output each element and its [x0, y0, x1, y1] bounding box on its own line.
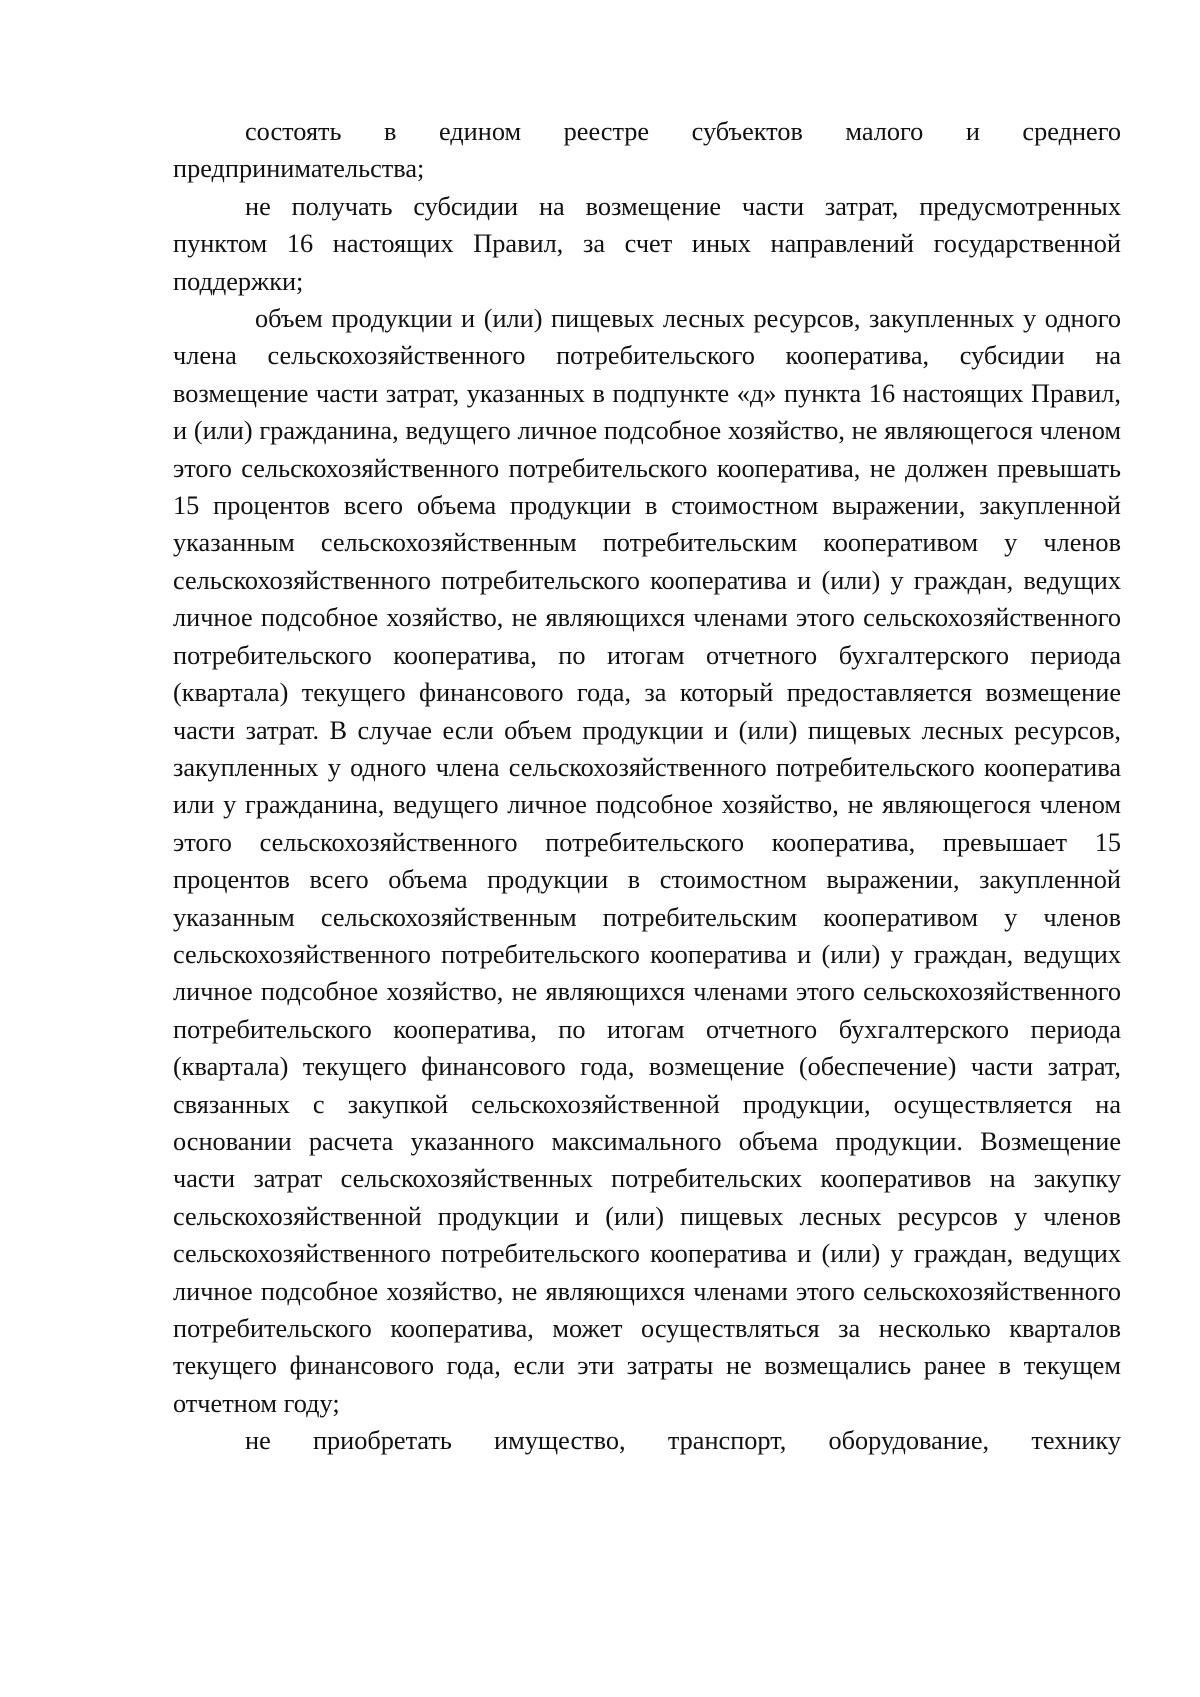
paragraph-registry: состоять в едином реестре субъектов малого и среднего предпринимательства;: [173, 117, 1121, 184]
paragraph-subsidies: не получать субсидии на возмещение части затрат, предусмотренных пунктом 16 настоящих Правил, за счет иных направлений государственной поддержки;: [173, 191, 1121, 296]
paragraph-product-volume: объем продукции и (или) пищевых лесных ресурсов, закупленных у одного члена сельскохозяйственного потребительского кооператива, субсидии на возмещение части затрат, указанных в подпункте «д» пункта 16 настоящих Правил, и (или) гражданина, ведущего личное подсобное хозяйство, не являющегося членом этого сельскохозяйственного потребительского кооператива, не должен превышать 15 процентов всего объема продукции в стоимостном выражении, закупленной указанным сельскохозяйственным потребительским кооперативом у членов сельскохозяйственного потребительского кооператива и (или) у граждан, ведущих личное подсобное хозяйство, не являющихся членами этого сельскохозяйственного потребительского кооператива, по итогам отчетного бухгалтерского периода (квартала) текущего финансового года, за который предоставляется возмещение части затрат. В случае если объем продукции и (или) пищевых лесных ресурсов, закупленных у одного члена сельскохозяйственного потребительского кооператива или у гражданина, ведущего личное подсобное хозяйство, не являющегося членом этого сельскохозяйственного потребительского кооператива, превышает 15 процентов всего объема продукции в стоимостном выражении, закупленной указанным сельскохозяйственным потребительским кооперативом у членов сельскохозяйственного потребительского кооператива и (или) у граждан, ведущих личное подсобное хозяйство, не являющихся членами этого сельскохозяйственного потребительского кооператива, по итогам отчетного бухгалтерского периода (квартала) текущего финансового года, возмещение (обеспечение) части затрат, связанных с закупкой сельскохозяйственной продукции, осуществляется на основании расчета указанного максимального объема продукции. Возмещение части затрат сельскохозяйственных потребительских кооперативов на закупку сельскохозяйственной продукции и (или) пищевых лесных ресурсов у членов сельскохозяйственного потребительского кооператива и (или) у граждан, ведущих личное подсобное хозяйство, не являющихся членами этого сельскохозяйственного потребительского кооператива, может осуществляться за несколько кварталов текущего финансового года, если эти затраты не возмещались ранее в текущем отчетном году;: [173, 304, 1121, 1418]
document-body: [173, 113, 1121, 1460]
paragraph-property: не приобретать имущество, транспорт, оборудование, технику: [245, 1426, 1121, 1456]
